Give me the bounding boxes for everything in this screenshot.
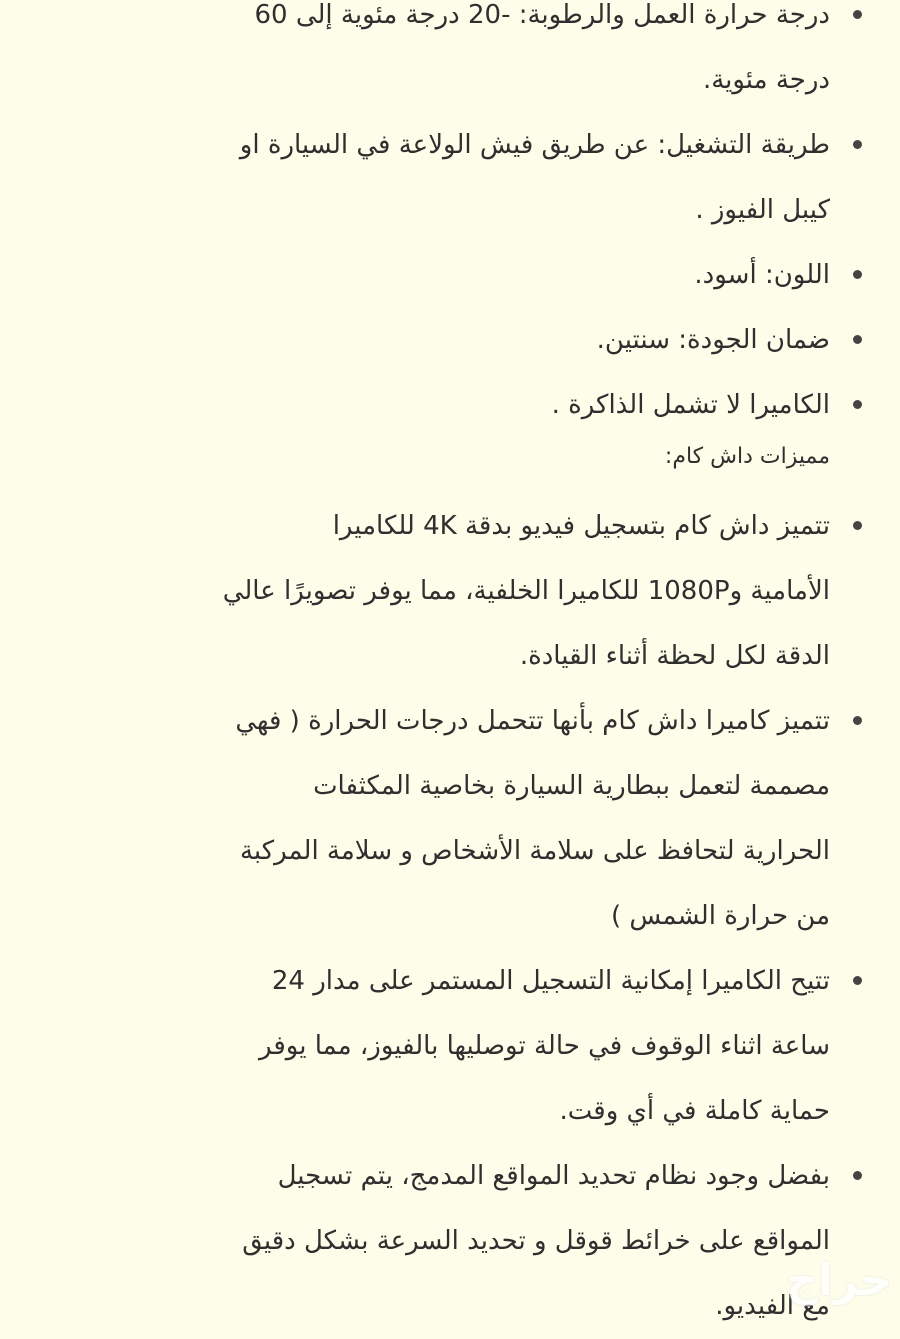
list-item-line: تتميز داش كام بتسجيل فيديو بدقة 4K للكاميرا	[332, 511, 830, 541]
list-item	[90, 1144, 830, 1339]
specs-list	[90, 0, 830, 438]
list-item	[90, 373, 830, 438]
list-item-line: حماية كاملة في أي وقت.	[559, 1096, 830, 1126]
document-body	[90, 0, 830, 1339]
list-item	[90, 0, 830, 113]
bullet-icon	[853, 1171, 862, 1180]
list-item-line: درجة حرارة العمل والرطوبة: -20 درجة مئوية إلى 60	[254, 0, 830, 30]
list-item-line: ضمان الجودة: سنتين.	[596, 325, 830, 355]
list-item-line: المواقع على خرائط قوقل و تحديد السرعة بشكل دقيق	[242, 1226, 830, 1256]
features-list	[90, 494, 830, 1339]
bullet-icon	[853, 10, 862, 19]
list-item-line: ساعة اثناء الوقوف في حالة توصليها بالفيوز، مما يوفر	[259, 1031, 830, 1061]
list-item	[90, 494, 830, 689]
list-item-line: الأمامية و1080P للكاميرا الخلفية، مما يوفر تصويرًا عالي	[222, 576, 830, 606]
bullet-icon	[853, 270, 862, 279]
bullet-icon	[853, 140, 862, 149]
list-item-line: بفضل وجود نظام تحديد المواقع المدمج، يتم تسجيل	[277, 1161, 830, 1191]
list-item-line: طريقة التشغيل: عن طريق فيش الولاعة في السيارة او	[239, 130, 830, 160]
bullet-icon	[853, 400, 862, 409]
bullet-icon	[853, 976, 862, 985]
bullet-icon	[853, 335, 862, 344]
list-item-line: تتميز كاميرا داش كام بأنها تتحمل درجات الحرارة ( فهي	[235, 706, 830, 736]
bullet-icon	[853, 716, 862, 725]
list-item	[90, 949, 830, 1144]
list-item	[90, 689, 830, 949]
list-item	[90, 243, 830, 308]
bullet-icon	[853, 521, 862, 530]
list-item-line: الدقة لكل لحظة أثناء القيادة.	[519, 641, 830, 671]
list-item-line: مصممة لتعمل ببطارية السيارة بخاصية المكثفات	[313, 771, 830, 801]
list-item-line: من حرارة الشمس )	[611, 901, 830, 931]
list-item-line: درجة مئوية.	[702, 65, 830, 95]
list-item-line: تتيح الكاميرا إمكانية التسجيل المستمر على مدار 24	[271, 966, 830, 996]
list-item-line: مع الفيديو.	[715, 1291, 830, 1321]
list-item-line: الكاميرا لا تشمل الذاكرة .	[551, 390, 830, 420]
list-item	[90, 308, 830, 373]
list-item-line: الحرارية لتحافظ على سلامة الأشخاص و سلامة المركبة	[239, 836, 830, 866]
haraj-watermark-logo: حراج	[786, 1255, 892, 1306]
list-item	[90, 113, 830, 243]
features-heading: مميزات داش كام:	[664, 444, 830, 469]
list-item-line: اللون: أسود.	[694, 260, 830, 290]
list-item-line: كيبل الفيوز .	[695, 195, 830, 225]
